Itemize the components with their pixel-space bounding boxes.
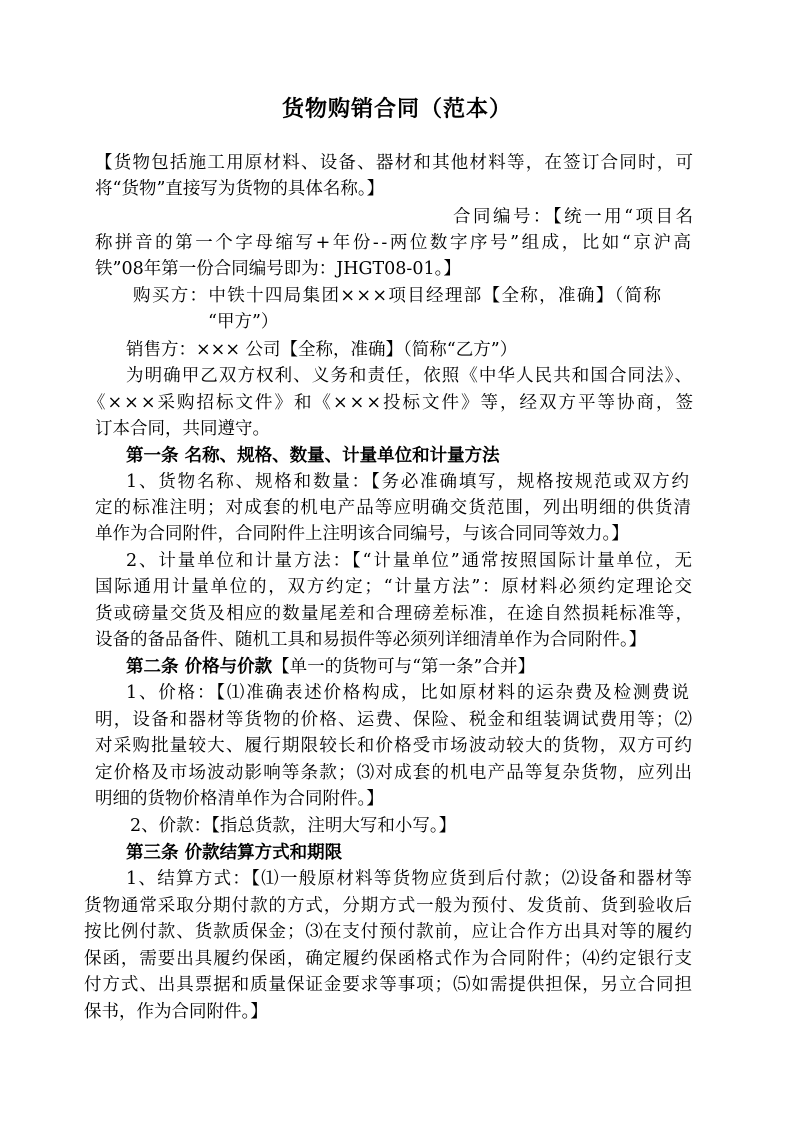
paragraph-line: 按比例付款、货款质保金；⑶在支付预付款前，应让合作方出具对等的履约 [84, 922, 693, 942]
paragraph-line: 对采购批量较大、履行期限较长和价格受市场波动较大的货物，双方可约 [95, 736, 694, 756]
paragraph-line: 1、货物名称、规格和数量：【务必准确填写，规格按规范或双方约 [126, 472, 691, 492]
document-title: 货物购销合同（范本） [281, 96, 512, 122]
paragraph-line: 为明确甲乙双方权利、义务和责任，依照《中华人民共和国合同法》、 [126, 366, 694, 386]
section-heading: 第一条 名称、规格、数量、计量单位和计量方法 [126, 446, 500, 466]
paragraph-line: 保函，需要出具履约保函，确定履约保函格式作为合同附件；⑷约定银行支 [84, 949, 693, 969]
paragraph-line: 称拼音的第一个字母缩写+年份--两位数字序号”组成，比如“京沪高 [95, 233, 694, 253]
paragraph-line: 国际通用计量单位的，双方约定；“计量方法”：原材料必须约定理论交 [95, 577, 694, 597]
section-heading [126, 654, 535, 680]
paragraph-line: “甲方”） [208, 312, 279, 332]
paragraph-line: 合同编号：【统一用“项目名 [453, 207, 696, 227]
paragraph-line: 铁”08年第一份合同编号即为：JHGT08-01。】 [95, 259, 461, 279]
paragraph-line: 《×××采购招标文件》和《×××投标文件》等，经双方平等协商，签 [88, 393, 695, 413]
paragraph-line: 将“货物”直接写为货物的具体名称。】 [95, 179, 385, 199]
paragraph-line: 付方式、出具票据和质量保证金要求等事项；⑸如需提供担保，另立合同担 [84, 975, 693, 995]
paragraph-line: 销售方：××× 公司【全称，准确】（简称“乙方”） [126, 340, 518, 360]
paragraph-line: 2、价款：【指总货款，注明大写和小写。】 [130, 816, 457, 836]
paragraph-line: 【货物包括施工用原材料、设备、器材和其他材料等，在签订合同时，可 [95, 153, 695, 173]
paragraph-line: 1、价格：【⑴准确表述价格构成，比如原材料的运杂费及检测费说 [126, 683, 691, 703]
paragraph-line: 货或磅量交货及相应的数量尾差和合理磅差标准，在途自然损耗标准等， [95, 604, 695, 624]
section-heading-note: 【单一的货物可与“第一条”合并】 [272, 657, 535, 677]
section-heading: 第三条 价款结算方式和期限 [126, 843, 343, 863]
paragraph-line: 明细的货物价格清单作为合同附件。】 [95, 789, 384, 809]
paragraph-line: 定的标准注明；对成套的机电产品等应明确交货范围，列出明细的供货清 [95, 498, 693, 518]
paragraph-line: 2、计量单位和计量方法：【“计量单位”通常按照国际计量单位，无 [126, 551, 694, 571]
paragraph-line: 定价格及市场波动影响等条款；⑶对成套的机电产品等复杂货物，应列出 [95, 763, 694, 783]
paragraph-line: 单作为合同附件，合同附件上注明该合同编号，与该合同同等效力。】 [95, 524, 629, 544]
paragraph-line: 设备的备品备件、随机工具和易损件等必须列详细清单作为合同附件。】 [95, 630, 647, 650]
paragraph-line: 保书，作为合同附件。】 [84, 1002, 268, 1022]
paragraph-line: 货物通常采取分期付款的方式，分期方式一般为预付、发货前、货到验收后 [84, 896, 693, 916]
paragraph-line: 1、结算方式：【⑴一般原材料等货物应货到后付款；⑵设备和器材等 [126, 869, 694, 889]
paragraph-line: 订本合同，共同遵守。 [95, 419, 270, 439]
section-heading-title: 第二条 价格与价款 [126, 657, 273, 677]
paragraph-line: 明，设备和器材等货物的价格、运费、保险、税金和组装调试费用等；⑵ [95, 710, 694, 730]
paragraph-line: 购买方：中铁十四局集团×××项目经理部【全称，准确】（简称 [133, 286, 663, 306]
